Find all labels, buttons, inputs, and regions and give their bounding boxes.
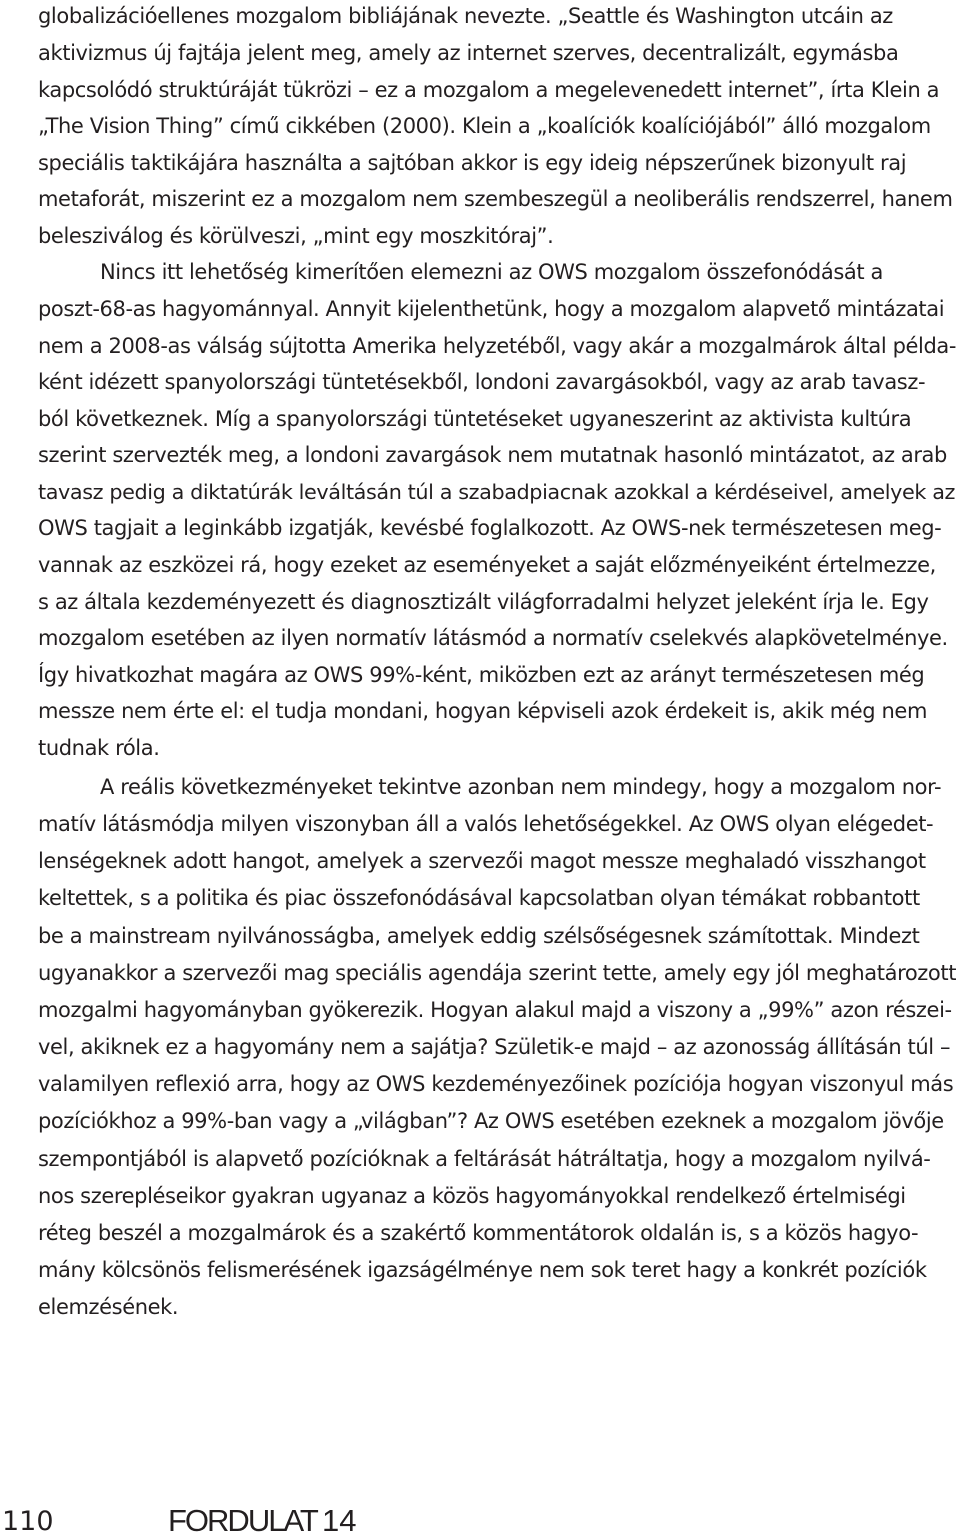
text-line: pozíciókhoz a 99%-ban vagy a „világban”? Az OWS esetében ezeknek a mozgalom jövője <box>38 1109 944 1133</box>
text-line: ként idézett spanyolországi tüntetésekből, londoni zavargásokból, vagy az arab tavasz- <box>38 370 926 394</box>
text-line: OWS tagjait a leginkább izgatják, kevésbé foglalkozott. Az OWS-nek természetesen meg- <box>38 516 942 540</box>
text-line: elemzésének. <box>38 1295 179 1319</box>
text-line: aktivizmus új fajtája jelent meg, amely az internet szerves, decentralizált, egymásba <box>38 41 899 65</box>
text-line: szempontjából is alapvető pozícióknak a feltárását hátráltatja, hogy a mozgalom nyilvá- <box>38 1147 931 1171</box>
page-number: 110 <box>2 1506 54 1537</box>
text-line: mozgalmi hagyományban gyökerezik. Hogyan alakul majd a viszony a „99%” azon részei- <box>38 998 952 1022</box>
text-line: mozgalom esetében az ilyen normatív látásmód a normatív cselekvés alapkövetelménye. <box>38 626 948 650</box>
text-line: mány kölcsönös felismerésének igazságélménye nem sok teret hagy a konkrét pozíciók <box>38 1258 927 1282</box>
text-line: nem a 2008-as válság sújtotta Amerika helyzetéből, vagy akár a mozgalmárok által példa- <box>38 334 957 358</box>
text-line: speciális taktikájára használta a sajtóban akkor is egy ideig népszerűnek bizonyult raj <box>38 151 907 175</box>
journal-issue: 14 <box>322 1503 357 1538</box>
page-footer <box>0 1500 960 1538</box>
paragraph-start-line: Nincs itt lehetőség kimerítően elemezni az OWS mozgalom összefonódását a <box>100 260 883 284</box>
text-line: s az általa kezdeményezett és diagnosztizált világforradalmi helyzet jeleként írja le. Egy <box>38 590 929 614</box>
text-line: matív látásmódja milyen viszonyban áll a valós lehetőségekkel. Az OWS olyan elégedet- <box>38 812 934 836</box>
text-line: „The Vision Thing” című cikkében (2000). Klein a „koalíciók koalíciójából” álló mozgalom <box>38 114 931 138</box>
paragraph-start-line: A reális következményeket tekintve azonban nem mindegy, hogy a mozgalom nor- <box>100 775 942 799</box>
journal-name: FORDULAT <box>168 1503 317 1538</box>
text-line: tavasz pedig a diktatúrák leváltásán túl a szabadpiacnak azokkal a kérdéseivel, amelyek az <box>38 480 956 504</box>
text-line: belesziválog és körülveszi, „mint egy moszkitóraj”. <box>38 224 554 248</box>
text-line: keltettek, s a politika és piac összefonódásával kapcsolatban olyan témákat robbantott <box>38 886 920 910</box>
text-line: vannak az eszközei rá, hogy ezeket az eseményeket a saját előzményeiként értelmezze, <box>38 553 936 577</box>
text-line: tudnak róla. <box>38 736 160 760</box>
text-line: poszt-68-as hagyománnyal. Annyit kijelenthetünk, hogy a mozgalom alapvető mintázatai <box>38 297 945 321</box>
text-line: kapcsolódó struktúráját tükrözi – ez a mozgalom a megelevenedett internet”, írta Klein a <box>38 78 940 102</box>
text-line: metaforát, miszerint ez a mozgalom nem szembeszegül a neoliberális rendszerrel, hanem <box>38 187 953 211</box>
text-line: be a mainstream nyilvánosságba, amelyek eddig szélsőségesnek számítottak. Mindezt <box>38 924 920 948</box>
text-line: lenségeknek adott hangot, amelyek a szervezői magot messze meghaladó visszhangot <box>38 849 926 873</box>
text-line: vel, akiknek ez a hagyomány nem a sajátja? Születik-e majd – az azonosság állításán túl – <box>38 1035 951 1059</box>
text-line: ugyanakkor a szervezői mag speciális agendája szerint tette, amely egy jól meghatározott <box>38 961 957 985</box>
text-line: valamilyen reflexió arra, hogy az OWS kezdeményezőinek pozíciója hogyan viszonyul más <box>38 1072 954 1096</box>
text-line: ból következnek. Míg a spanyolországi tüntetéseket ugyaneszerint az aktivista kultúra <box>38 407 912 431</box>
text-line: szerint szervezték meg, a londoni zavargások nem mutatnak hasonló mintázatot, az arab <box>38 443 947 467</box>
text-line: nos szerepléseikor gyakran ugyanaz a közös hagyományokkal rendelkező értelmiségi <box>38 1184 906 1208</box>
text-line: globalizációellenes mozgalom bibliájának nevezte. „Seattle és Washington utcáin az <box>38 4 893 28</box>
text-line: Így hivatkozhat magára az OWS 99%-ként, miközben ezt az arányt természetesen még <box>38 663 925 687</box>
text-line: messze nem érte el: el tudja mondani, hogyan képviseli azok érdekeit is, akik még nem <box>38 699 927 723</box>
text-line: réteg beszél a mozgalmárok és a szakértő kommentátorok oldalán is, s a közös hagyo- <box>38 1221 919 1245</box>
